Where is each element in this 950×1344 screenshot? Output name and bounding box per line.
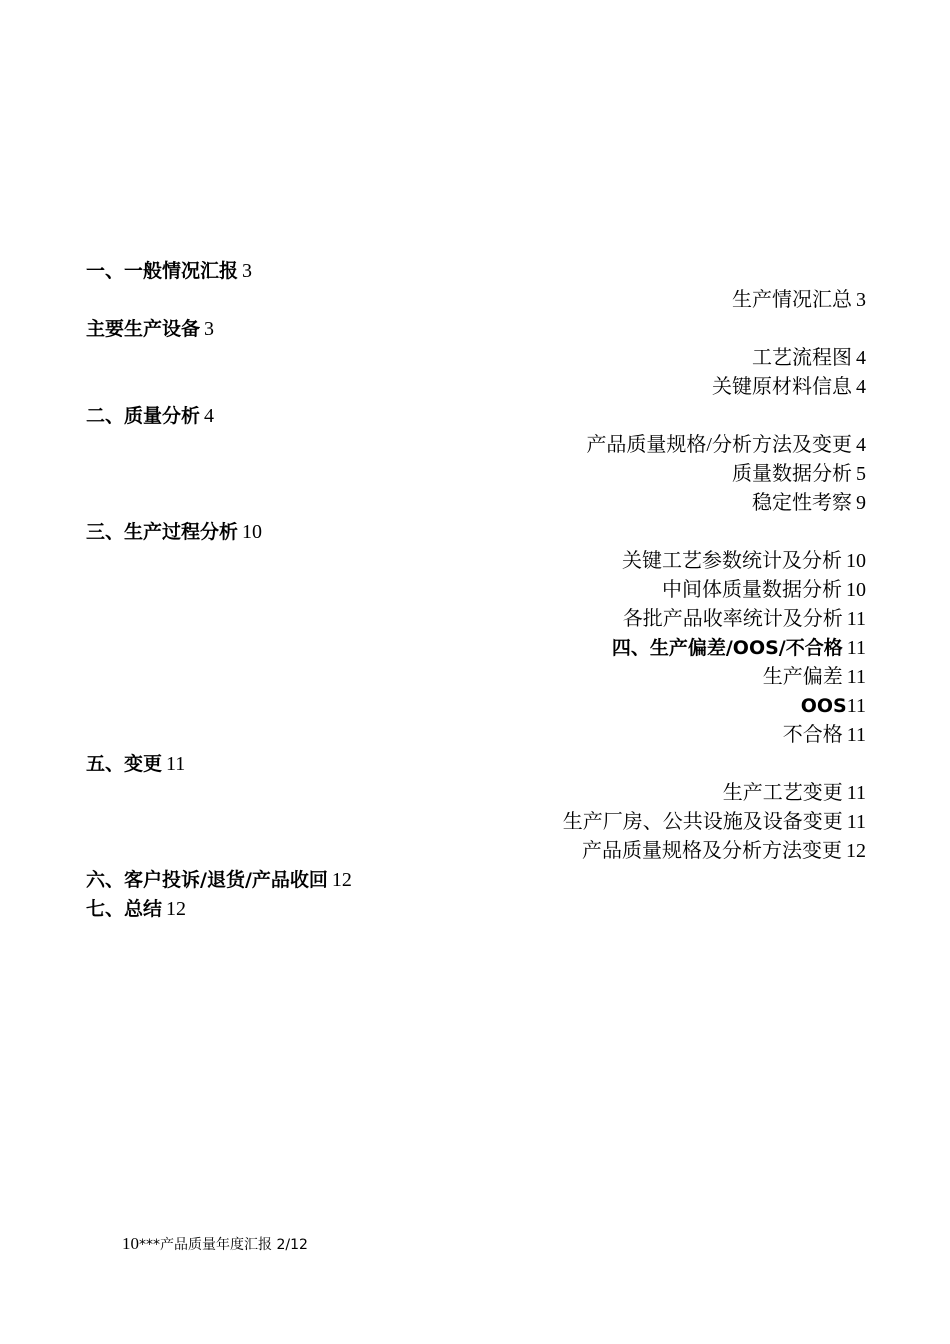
toc-entry-title: OOS xyxy=(800,695,847,717)
toc-entry-title: 产品质量规格及分析方法变更 xyxy=(582,840,842,862)
toc-entry[interactable] xyxy=(86,605,866,634)
toc-entry-page: 3 xyxy=(204,318,215,340)
toc-entry-title: 生产厂房、公共设施及设备变更 xyxy=(562,811,843,833)
toc-entry-title: 质量数据分析 xyxy=(732,463,852,485)
toc-entry-title: 关键工艺参数统计及分析 xyxy=(622,550,842,572)
toc-entry-page: 5 xyxy=(856,463,866,485)
toc-entry-page: 11 xyxy=(846,666,866,688)
toc-entry-title: 产品质量规格/分析方法及变更 xyxy=(586,434,852,456)
toc-entry-page: 9 xyxy=(856,492,866,514)
toc-entry[interactable] xyxy=(86,286,866,315)
toc-entry[interactable] xyxy=(86,692,866,721)
toc-entry-title: 七、总结 xyxy=(86,898,163,920)
toc-entry-title: 二、质量分析 xyxy=(86,405,201,427)
toc-entry[interactable] xyxy=(86,837,866,866)
toc-entry[interactable] xyxy=(86,518,866,547)
toc-entry[interactable] xyxy=(86,895,866,924)
toc-entry[interactable] xyxy=(86,721,866,750)
toc-entry[interactable] xyxy=(86,779,866,808)
toc-entry-title: 主要生产设备 xyxy=(86,318,201,340)
toc-entry-page: 4 xyxy=(204,405,215,427)
toc-entry-page: 11 xyxy=(846,608,866,630)
toc-entry-page: 4 xyxy=(856,376,866,398)
toc-entry-title: 生产情况汇总 xyxy=(732,289,852,311)
toc-entry-title: 生产偏差 xyxy=(762,666,843,688)
toc-entry[interactable] xyxy=(86,663,866,692)
toc-entry-page: 3 xyxy=(242,260,253,282)
toc-entry[interactable] xyxy=(86,315,866,344)
toc-entry-title: 稳定性考察 xyxy=(752,492,852,514)
toc-entry[interactable] xyxy=(86,489,866,518)
toc-entry-page: 4 xyxy=(856,347,866,369)
toc-entry-title: 一、一般情况汇报 xyxy=(86,260,239,282)
table-of-contents xyxy=(86,257,866,924)
page-footer xyxy=(122,1234,308,1254)
toc-entry[interactable] xyxy=(86,431,866,460)
toc-entry[interactable] xyxy=(86,257,866,286)
toc-entry-title: 关键原材料信息 xyxy=(712,376,852,398)
toc-entry-page: 12 xyxy=(331,869,352,891)
toc-entry-page: 12 xyxy=(166,898,187,920)
toc-entry-page: 12 xyxy=(846,840,866,862)
toc-entry[interactable] xyxy=(86,460,866,489)
toc-entry-title: 工艺流程图 xyxy=(752,347,852,369)
toc-entry-title: 四、生产偏差/OOS/不合格 xyxy=(611,637,843,659)
toc-entry-title: 五、变更 xyxy=(86,753,163,775)
toc-entry-page: 10 xyxy=(242,521,263,543)
toc-entry-title: 各批产品收率统计及分析 xyxy=(622,608,843,630)
toc-entry[interactable] xyxy=(86,576,866,605)
toc-entry[interactable] xyxy=(86,344,866,373)
toc-entry[interactable] xyxy=(86,866,866,895)
toc-entry[interactable] xyxy=(86,808,866,837)
toc-entry-title: 六、客户投诉/退货/产品收回 xyxy=(86,869,328,891)
toc-entry-page: 11 xyxy=(846,637,866,659)
toc-entry-title: 生产工艺变更 xyxy=(722,782,843,804)
footer-text: ***产品质量年度汇报 2/12 xyxy=(139,1237,308,1253)
toc-entry-page: 11 xyxy=(846,811,866,833)
toc-entry[interactable] xyxy=(86,373,866,402)
toc-entry[interactable] xyxy=(86,547,866,576)
toc-entry-page: 11 xyxy=(846,724,866,746)
toc-entry-page: 4 xyxy=(856,434,866,456)
toc-entry-page: 3 xyxy=(856,289,866,311)
toc-entry-page: 10 xyxy=(846,579,866,601)
toc-entry[interactable] xyxy=(86,750,866,779)
toc-entry-page: 11 xyxy=(166,753,186,775)
toc-entry-title: 中间体质量数据分析 xyxy=(662,579,842,601)
toc-entry-title: 不合格 xyxy=(782,724,843,746)
toc-entry[interactable] xyxy=(86,634,866,663)
toc-entry-page: 11 xyxy=(846,695,866,717)
toc-entry-title: 三、生产过程分析 xyxy=(86,521,239,543)
toc-entry-page: 10 xyxy=(846,550,866,572)
toc-entry[interactable] xyxy=(86,402,866,431)
footer-number: 10 xyxy=(122,1234,139,1253)
toc-entry-page: 11 xyxy=(846,782,866,804)
